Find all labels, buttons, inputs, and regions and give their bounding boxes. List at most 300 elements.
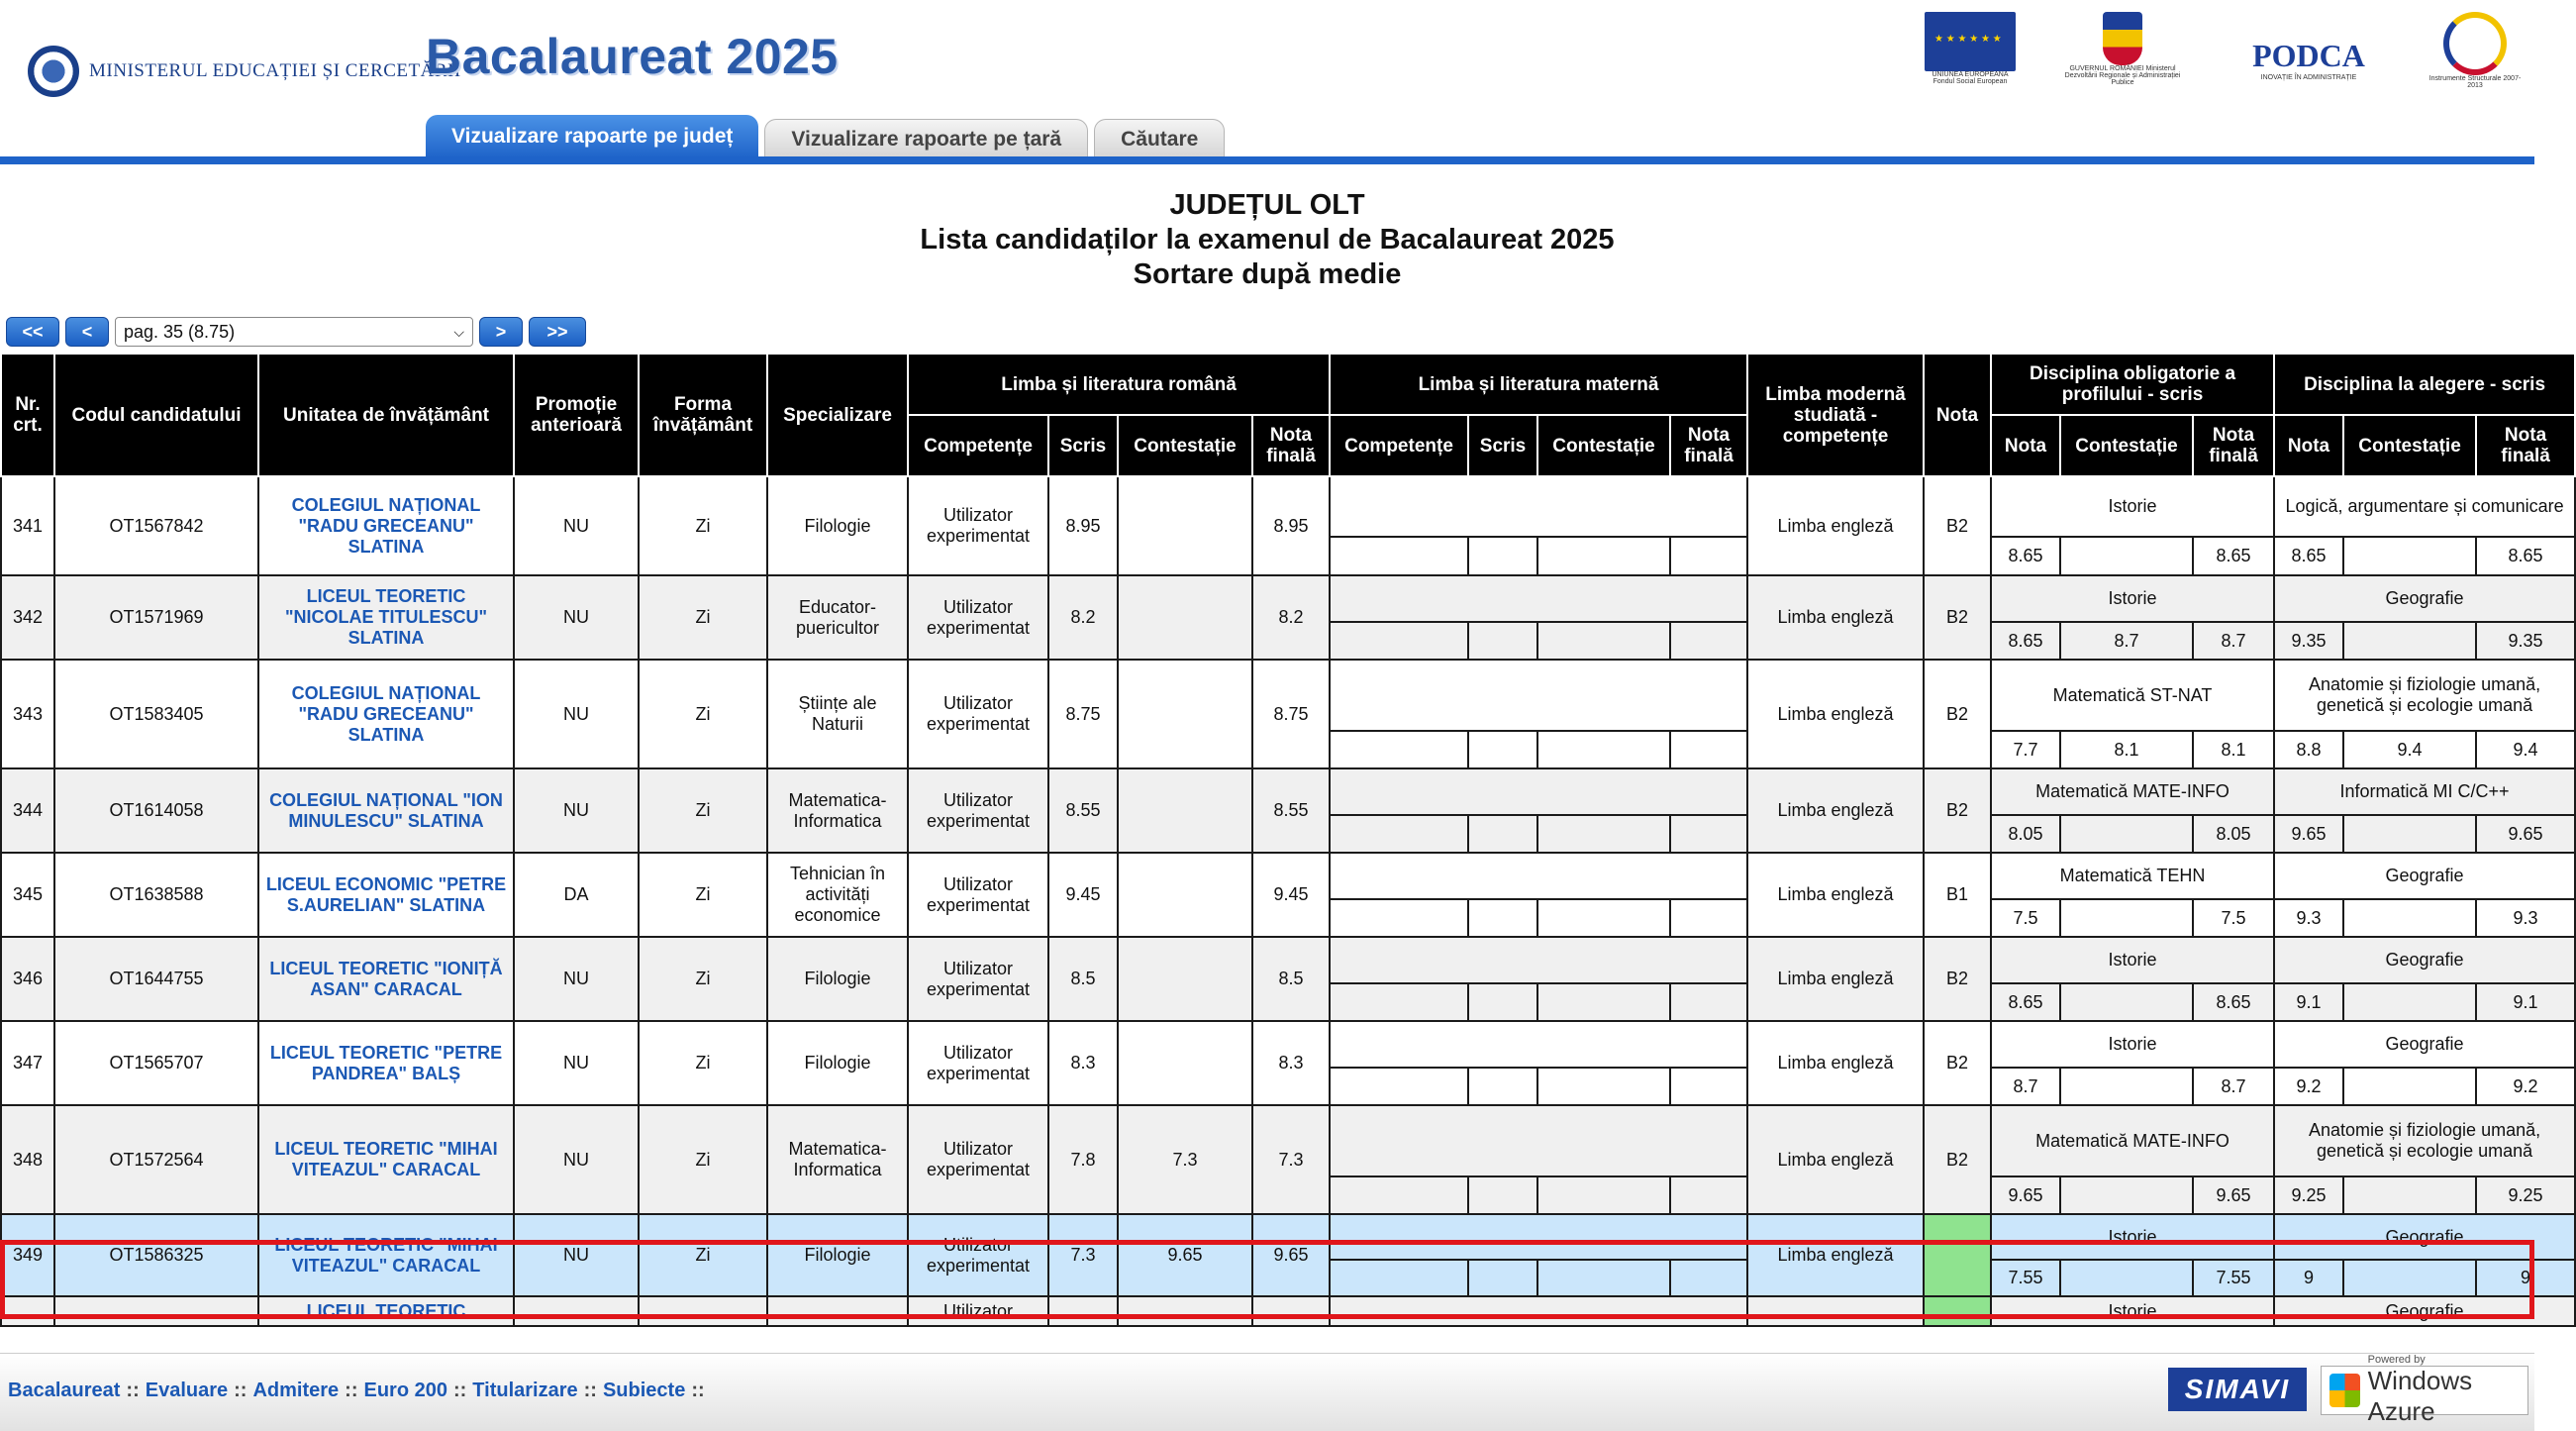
cell-previous-promotion: NU	[514, 937, 639, 1021]
cell-mandatory-grade: 8.05	[1991, 815, 2060, 853]
cell-mandatory-final: 8.65	[2193, 983, 2274, 1021]
county-title: JUDEȚUL OLT	[1169, 189, 1365, 221]
cell-mandatory-subject-name: Istorie	[1991, 1296, 2274, 1326]
cell-school-link[interactable]: LICEUL TEORETIC "NICOLAE TITULESCU" SLATINA	[258, 575, 514, 660]
list-title: Lista candidaților la examenul de Bacalaureat 2025	[920, 224, 1615, 256]
header-romanian: Limba și literatura română	[908, 354, 1330, 415]
table-row	[1, 768, 2575, 815]
cell-mother-tongue-competences	[1330, 1260, 1468, 1296]
tab-search[interactable]: Căutare	[1094, 119, 1225, 158]
cell-elective-appeal	[2343, 1260, 2476, 1296]
cell-romanian-final: 9.65	[1252, 1214, 1330, 1296]
cell-nr: 345	[1, 853, 54, 937]
cell-mandatory-subject-name: Istorie	[1991, 1021, 2274, 1068]
structural-instruments-icon	[2443, 12, 2507, 75]
cell-mother-tongue-competences	[1330, 1068, 1468, 1105]
cell-previous-promotion: NU	[514, 1214, 639, 1296]
table-row	[1, 476, 2575, 537]
cell-romanian-appeal	[1118, 660, 1252, 768]
cell-mother-tongue-top	[1330, 575, 1747, 622]
cell-romanian-competences: Utilizator	[908, 1296, 1048, 1326]
cell-mandatory-subject-name: Istorie	[1991, 476, 2274, 537]
main-tabs	[426, 115, 1225, 158]
cell-candidate-code: OT1572564	[54, 1105, 258, 1214]
cell-mother-tongue-final	[1670, 1176, 1747, 1214]
cell-romanian-final	[1252, 1296, 1330, 1326]
header-code: Codul candidatului	[54, 354, 258, 476]
footer-separator: ::	[234, 1380, 248, 1401]
cell-modern-language: Limba engleză	[1747, 937, 1924, 1021]
cell-mother-tongue-top	[1330, 476, 1747, 537]
cell-mandatory-final: 8.05	[2193, 815, 2274, 853]
cell-romanian-competences: Utilizator experimentat	[908, 1105, 1048, 1214]
app-title: Bacalaureat 2025	[426, 29, 839, 84]
header-nr: Nr. crt.	[1, 354, 54, 476]
cell-romanian-written: 8.75	[1048, 660, 1118, 768]
cell-mandatory-grade: 8.65	[1991, 983, 2060, 1021]
azure-powered-by: Powered by	[2367, 1354, 2426, 1366]
cell-elective-final: 9.3	[2476, 899, 2575, 937]
podca-logo-subtext: INOVAȚIE ÎN ADMINISTRAȚIE	[2260, 74, 2357, 81]
cell-romanian-final: 8.75	[1252, 660, 1330, 768]
cell-mother-tongue-written	[1468, 983, 1537, 1021]
cell-nr: 349	[1, 1214, 54, 1296]
cell-elective-subject-name: Geografie	[2274, 853, 2575, 899]
cell-candidate-code: OT1571969	[54, 575, 258, 660]
ministry-name: MINISTERUL EDUCAȚIEI ȘI CERCETĂRII	[89, 60, 461, 81]
cell-education-form: Zi	[639, 660, 767, 768]
cell-mandatory-appeal: 8.1	[2060, 731, 2193, 768]
first-page-button[interactable]: <<	[6, 317, 59, 347]
cell-specialization: Matematica-Informatica	[767, 1105, 908, 1214]
cell-elective-final: 9	[2476, 1260, 2575, 1296]
cell-mother-tongue-competences	[1330, 983, 1468, 1021]
cell-mother-tongue-top	[1330, 1214, 1747, 1260]
footer-separator: ::	[691, 1380, 705, 1401]
cell-elective-final: 9.4	[2476, 731, 2575, 768]
cell-mother-tongue-final	[1670, 815, 1747, 853]
prev-page-button[interactable]: <	[65, 317, 109, 347]
cell-elective-appeal	[2343, 815, 2476, 853]
cell-modern-language: Limba engleză	[1747, 853, 1924, 937]
cell-romanian-appeal	[1118, 476, 1252, 575]
cell-specialization: Tehnician în activități economice	[767, 853, 908, 937]
cell-previous-promotion: NU	[514, 768, 639, 853]
cell-specialization: Filologie	[767, 937, 908, 1021]
footer-link-admitere[interactable]: Admitere	[252, 1380, 340, 1401]
cell-specialization: Filologie	[767, 476, 908, 575]
header-unit: Unitatea de învățământ	[258, 354, 514, 476]
cell-specialization: Matematica-Informatica	[767, 768, 908, 853]
cell-mother-tongue-final	[1670, 537, 1747, 575]
cell-mother-tongue-top	[1330, 1105, 1747, 1176]
cell-elective-subject-name: Anatomie și fiziologie umană, genetică și ecologie umană	[2274, 1105, 2575, 1176]
cell-elective-subject-name: Anatomie și fiziologie umană, genetică și ecologie umană	[2274, 660, 2575, 731]
cell-nr: 342	[1, 575, 54, 660]
footer-links	[8, 1380, 705, 1402]
header-spec: Specializare	[767, 354, 908, 476]
cell-mother-tongue-top	[1330, 1296, 1747, 1326]
cell-candidate-code	[54, 1296, 258, 1326]
cell-modern-language: Limba engleză	[1747, 575, 1924, 660]
cell-digital-grade: B2	[1924, 660, 1991, 768]
footer-link-evaluare[interactable]: Evaluare	[145, 1380, 229, 1401]
cell-mother-tongue-appeal	[1537, 731, 1670, 768]
table-row	[1, 660, 2575, 731]
tab-county-reports[interactable]: Vizualizare rapoarte pe județ	[426, 115, 758, 158]
cell-modern-language: Limba engleză	[1747, 1105, 1924, 1214]
cell-mother-tongue-appeal	[1537, 1068, 1670, 1105]
cell-romanian-appeal	[1118, 1021, 1252, 1105]
eu-logo	[1925, 12, 2016, 85]
pager	[6, 317, 586, 347]
cell-mandatory-grade: 9.65	[1991, 1176, 2060, 1214]
cell-digital-grade: B2	[1924, 937, 1991, 1021]
cell-mandatory-appeal	[2060, 537, 2193, 575]
cell-elective-grade: 9.2	[2274, 1068, 2343, 1105]
page-select[interactable]	[115, 317, 473, 347]
government-logo-text: GUVERNUL ROMÂNIEI Ministerul Dezvoltării Regionale și Administrației Publice	[2064, 65, 2181, 86]
structural-instruments-text: Instrumente Structurale 2007-2013	[2428, 75, 2522, 89]
cell-mother-tongue-competences	[1330, 815, 1468, 853]
cell-mandatory-grade: 8.65	[1991, 622, 2060, 660]
table-row	[1, 937, 2575, 983]
romania-crest-icon	[2103, 12, 2142, 65]
cell-mother-tongue-top	[1330, 660, 1747, 731]
cell-mandatory-appeal	[2060, 983, 2193, 1021]
simavi-logo[interactable]: SIMAVI	[2168, 1368, 2307, 1411]
cell-education-form: Zi	[639, 575, 767, 660]
cell-previous-promotion: DA	[514, 853, 639, 937]
cell-mother-tongue-competences	[1330, 731, 1468, 768]
cell-romanian-final: 7.3	[1252, 1105, 1330, 1214]
cell-elective-final: 9.2	[2476, 1068, 2575, 1105]
page-titles	[0, 188, 2534, 292]
cell-romanian-competences: Utilizator experimentat	[908, 768, 1048, 853]
table-row	[1, 1021, 2575, 1068]
cell-mother-tongue-top	[1330, 937, 1747, 983]
cell-mother-tongue-final	[1670, 1068, 1747, 1105]
cell-candidate-code: OT1644755	[54, 937, 258, 1021]
cell-mandatory-appeal: 8.7	[2060, 622, 2193, 660]
cell-mandatory-subject-name: Istorie	[1991, 575, 2274, 622]
subheader-nota-finala: Nota finală	[1252, 415, 1330, 476]
eu-logo-text: UNIUNEA EUROPEANĂ Fondul Social European	[1932, 71, 2009, 85]
chevron-down-icon: ⌵	[453, 323, 464, 340]
table-row	[1, 575, 2575, 622]
cell-modern-language: Limba engleză	[1747, 476, 1924, 575]
cell-romanian-final: 8.5	[1252, 937, 1330, 1021]
subheader-scris: Scris	[1468, 415, 1537, 476]
subheader-nota: Nota	[2274, 415, 2343, 476]
cell-previous-promotion: NU	[514, 1105, 639, 1214]
cell-mother-tongue-written	[1468, 815, 1537, 853]
cell-mandatory-final: 8.7	[2193, 1068, 2274, 1105]
cell-digital-grade	[1924, 1296, 1991, 1326]
cell-elective-subject-name: Geografie	[2274, 1214, 2575, 1260]
cell-romanian-final: 8.2	[1252, 575, 1330, 660]
cell-romanian-competences: Utilizator experimentat	[908, 937, 1048, 1021]
cell-mandatory-subject-name: Matematică MATE-INFO	[1991, 1105, 2274, 1176]
cell-elective-grade: 9.1	[2274, 983, 2343, 1021]
cell-elective-final: 9.1	[2476, 983, 2575, 1021]
cell-previous-promotion: NU	[514, 660, 639, 768]
cell-school-link[interactable]: COLEGIUL NAȚIONAL "RADU GRECEANU" SLATINA	[258, 660, 514, 768]
cell-mother-tongue-written	[1468, 731, 1537, 768]
cell-nr: 347	[1, 1021, 54, 1105]
header-elective-subject: Disciplina la alegere - scris	[2274, 354, 2575, 415]
cell-previous-promotion: NU	[514, 476, 639, 575]
cell-specialization: Filologie	[767, 1214, 908, 1296]
footer-separator: ::	[345, 1380, 358, 1401]
cell-mandatory-appeal	[2060, 899, 2193, 937]
cell-romanian-written	[1048, 1296, 1118, 1326]
cell-education-form: Zi	[639, 1214, 767, 1296]
cell-elective-grade: 9	[2274, 1260, 2343, 1296]
cell-romanian-appeal	[1118, 1296, 1252, 1326]
table-row	[1, 1105, 2575, 1176]
cell-mandatory-final: 8.65	[2193, 537, 2274, 575]
cell-mother-tongue-written	[1468, 537, 1537, 575]
cell-romanian-written: 8.2	[1048, 575, 1118, 660]
cell-mandatory-subject-name: Matematică ST-NAT	[1991, 660, 2274, 731]
cell-school-link[interactable]: LICEUL ECONOMIC "PETRE S.AURELIAN" SLATINA	[258, 853, 514, 937]
cell-mother-tongue-top	[1330, 1021, 1747, 1068]
cell-mother-tongue-appeal	[1537, 537, 1670, 575]
cell-digital-grade: B2	[1924, 476, 1991, 575]
cell-education-form: Zi	[639, 937, 767, 1021]
cell-mandatory-grade: 7.7	[1991, 731, 2060, 768]
cell-specialization: Filologie	[767, 1021, 908, 1105]
footer-link-titularizare[interactable]: Titularizare	[472, 1380, 578, 1401]
cell-elective-final: 9.25	[2476, 1176, 2575, 1214]
cell-school-link[interactable]: LICEUL TEORETIC "MIHAI VITEAZUL" CARACAL	[258, 1105, 514, 1214]
header-form: Forma învățământ	[639, 354, 767, 476]
cell-education-form	[639, 1296, 767, 1326]
cell-school-link[interactable]: COLEGIUL NAȚIONAL "ION MINULESCU" SLATINA	[258, 768, 514, 853]
cell-romanian-competences: Utilizator experimentat	[908, 853, 1048, 937]
cell-education-form: Zi	[639, 1021, 767, 1105]
cell-nr: 348	[1, 1105, 54, 1214]
cell-elective-final: 9.65	[2476, 815, 2575, 853]
cell-elective-grade: 9.35	[2274, 622, 2343, 660]
sort-title: Sortare după medie	[1133, 258, 1402, 290]
subheader-competente: Competențe	[1330, 415, 1468, 476]
cell-romanian-appeal	[1118, 937, 1252, 1021]
cell-education-form: Zi	[639, 476, 767, 575]
cell-romanian-written: 8.3	[1048, 1021, 1118, 1105]
cell-elective-grade: 9.3	[2274, 899, 2343, 937]
cell-elective-grade: 8.65	[2274, 537, 2343, 575]
cell-mother-tongue-top	[1330, 768, 1747, 815]
cell-romanian-competences: Utilizator experimentat	[908, 575, 1048, 660]
ministry-logo[interactable]	[28, 46, 461, 97]
cell-mother-tongue-final	[1670, 1260, 1747, 1296]
cell-elective-final: 9.35	[2476, 622, 2575, 660]
cell-modern-language: Limba engleză	[1747, 1214, 1924, 1296]
page-header	[0, 0, 2534, 164]
cell-elective-subject-name: Geografie	[2274, 575, 2575, 622]
table-row	[1, 853, 2575, 899]
header-mandatory-subject: Disciplina obligatorie a profilului - scris	[1991, 354, 2274, 415]
government-logo	[2063, 12, 2182, 86]
cell-mandatory-grade: 8.65	[1991, 537, 2060, 575]
page-select-value: pag. 35 (8.75)	[124, 321, 236, 342]
cell-mother-tongue-written	[1468, 1260, 1537, 1296]
footer-link-subiecte[interactable]: Subiecte	[602, 1380, 686, 1401]
cell-mother-tongue-appeal	[1537, 815, 1670, 853]
cell-elective-grade: 9.65	[2274, 815, 2343, 853]
cell-school-link[interactable]: LICEUL TEORETIC "IONIȚĂ ASAN" CARACAL	[258, 937, 514, 1021]
windows-azure-badge[interactable]	[2321, 1354, 2528, 1426]
footer-link-euro200[interactable]: Euro 200	[363, 1380, 447, 1401]
table-row	[1, 1296, 2575, 1326]
cell-digital-grade: B2	[1924, 768, 1991, 853]
cell-elective-final: 8.65	[2476, 537, 2575, 575]
cell-candidate-code: OT1567842	[54, 476, 258, 575]
cell-romanian-final: 8.55	[1252, 768, 1330, 853]
windows-logo-icon	[2329, 1374, 2360, 1407]
tab-strip	[0, 156, 2534, 164]
subheader-competente: Competențe	[908, 415, 1048, 476]
subheader-scris: Scris	[1048, 415, 1118, 476]
cell-mother-tongue-competences	[1330, 622, 1468, 660]
cell-candidate-code: OT1638588	[54, 853, 258, 937]
cell-mandatory-subject-name: Istorie	[1991, 1214, 2274, 1260]
cell-elective-appeal	[2343, 983, 2476, 1021]
cell-previous-promotion	[514, 1296, 639, 1326]
cell-mother-tongue-competences	[1330, 899, 1468, 937]
cell-romanian-appeal	[1118, 575, 1252, 660]
tab-country-reports[interactable]: Vizualizare rapoarte pe țară	[764, 119, 1088, 158]
header-mother-tongue: Limba și literatura maternă	[1330, 354, 1747, 415]
cell-specialization: Științe ale Naturii	[767, 660, 908, 768]
cell-education-form: Zi	[639, 768, 767, 853]
cell-elective-subject-name: Geografie	[2274, 1296, 2575, 1326]
cell-elective-subject-name: Logică, argumentare și comunicare	[2274, 476, 2575, 537]
cell-nr: 346	[1, 937, 54, 1021]
cell-digital-grade	[1924, 1214, 1991, 1296]
cell-mother-tongue-final	[1670, 899, 1747, 937]
cell-romanian-appeal	[1118, 853, 1252, 937]
cell-romanian-written: 8.5	[1048, 937, 1118, 1021]
cell-mother-tongue-appeal	[1537, 899, 1670, 937]
eu-flag-icon	[1925, 12, 2016, 71]
cell-mandatory-final: 8.1	[2193, 731, 2274, 768]
cell-mother-tongue-written	[1468, 1068, 1537, 1105]
cell-mandatory-appeal	[2060, 1068, 2193, 1105]
cell-elective-appeal: 9.4	[2343, 731, 2476, 768]
cell-school-link[interactable]: LICEUL TEORETIC "PETRE PANDREA" BALȘ	[258, 1021, 514, 1105]
cell-romanian-written: 7.3	[1048, 1214, 1118, 1296]
cell-romanian-written: 8.95	[1048, 476, 1118, 575]
cell-romanian-final: 8.95	[1252, 476, 1330, 575]
subheader-nota: Nota	[1991, 415, 2060, 476]
cell-mandatory-appeal	[2060, 815, 2193, 853]
subheader-nota-finala: Nota finală	[2193, 415, 2274, 476]
cell-romanian-final: 8.3	[1252, 1021, 1330, 1105]
cell-mother-tongue-appeal	[1537, 983, 1670, 1021]
cell-nr: 344	[1, 768, 54, 853]
cell-romanian-written: 8.55	[1048, 768, 1118, 853]
results-table	[0, 353, 2576, 1327]
page-footer	[0, 1353, 2534, 1431]
cell-romanian-written: 9.45	[1048, 853, 1118, 937]
cell-candidate-code: OT1586325	[54, 1214, 258, 1296]
cell-mandatory-final: 7.55	[2193, 1260, 2274, 1296]
cell-previous-promotion: NU	[514, 1021, 639, 1105]
cell-modern-language: Limba engleză	[1747, 768, 1924, 853]
cell-candidate-code: OT1565707	[54, 1021, 258, 1105]
header-digital-grade: Nota	[1924, 354, 1991, 476]
cell-elective-subject-name: Geografie	[2274, 937, 2575, 983]
cell-specialization: Educator-puericultor	[767, 575, 908, 660]
subheader-contestatie: Contestație	[2060, 415, 2193, 476]
cell-romanian-appeal: 9.65	[1118, 1214, 1252, 1296]
cell-mother-tongue-top	[1330, 853, 1747, 899]
cell-romanian-competences: Utilizator experimentat	[908, 1021, 1048, 1105]
table-row	[1, 1214, 2575, 1260]
cell-elective-appeal	[2343, 537, 2476, 575]
subheader-nota-finala: Nota finală	[2476, 415, 2575, 476]
cell-digital-grade: B1	[1924, 853, 1991, 937]
cell-candidate-code: OT1583405	[54, 660, 258, 768]
cell-romanian-written: 7.8	[1048, 1105, 1118, 1214]
cell-nr	[1, 1296, 54, 1326]
cell-elective-grade: 8.8	[2274, 731, 2343, 768]
last-page-button[interactable]: >>	[529, 317, 586, 347]
podca-logo-text: PODCA	[2252, 38, 2365, 73]
cell-nr: 341	[1, 476, 54, 575]
header-promo: Promoție anterioară	[514, 354, 639, 476]
cell-elective-appeal	[2343, 1068, 2476, 1105]
cell-school-link[interactable]: LICEUL TEORETIC	[258, 1296, 514, 1326]
cell-elective-grade: 9.25	[2274, 1176, 2343, 1214]
cell-mother-tongue-appeal	[1537, 1260, 1670, 1296]
podca-logo	[2229, 38, 2388, 81]
cell-modern-language: Limba engleză	[1747, 660, 1924, 768]
cell-mandatory-appeal	[2060, 1176, 2193, 1214]
cell-mandatory-subject-name: Matematică MATE-INFO	[1991, 768, 2274, 815]
azure-label: Windows Azure	[2367, 1366, 2473, 1426]
cell-modern-language: Limba engleză	[1747, 1021, 1924, 1105]
structural-instruments-logo	[2426, 12, 2525, 89]
cell-romanian-competences: Utilizator experimentat	[908, 1214, 1048, 1296]
cell-mandatory-grade: 7.5	[1991, 899, 2060, 937]
cell-romanian-competences: Utilizator experimentat	[908, 660, 1048, 768]
footer-link-bacalaureat[interactable]: Bacalaureat	[8, 1380, 121, 1401]
cell-mother-tongue-appeal	[1537, 622, 1670, 660]
cell-elective-subject-name: Informatică MI C/C++	[2274, 768, 2575, 815]
cell-mother-tongue-competences	[1330, 537, 1468, 575]
cell-modern-language	[1747, 1296, 1924, 1326]
ministry-crest-icon	[28, 46, 79, 97]
cell-mandatory-grade: 7.55	[1991, 1260, 2060, 1296]
cell-romanian-appeal: 7.3	[1118, 1105, 1252, 1214]
cell-mandatory-grade: 8.7	[1991, 1068, 2060, 1105]
subheader-contestatie: Contestație	[2343, 415, 2476, 476]
cell-previous-promotion: NU	[514, 575, 639, 660]
subheader-contestatie: Contestație	[1537, 415, 1670, 476]
cell-school-link[interactable]: COLEGIUL NAȚIONAL "RADU GRECEANU" SLATINA	[258, 476, 514, 575]
cell-digital-grade: B2	[1924, 1105, 1991, 1214]
cell-mandatory-subject-name: Matematică TEHN	[1991, 853, 2274, 899]
cell-mother-tongue-written	[1468, 899, 1537, 937]
cell-school-link[interactable]: LICEUL TEORETIC "MIHAI VITEAZUL" CARACAL	[258, 1214, 514, 1296]
results-table-container	[0, 353, 2564, 1353]
cell-digital-grade: B2	[1924, 1021, 1991, 1105]
next-page-button[interactable]: >	[479, 317, 523, 347]
